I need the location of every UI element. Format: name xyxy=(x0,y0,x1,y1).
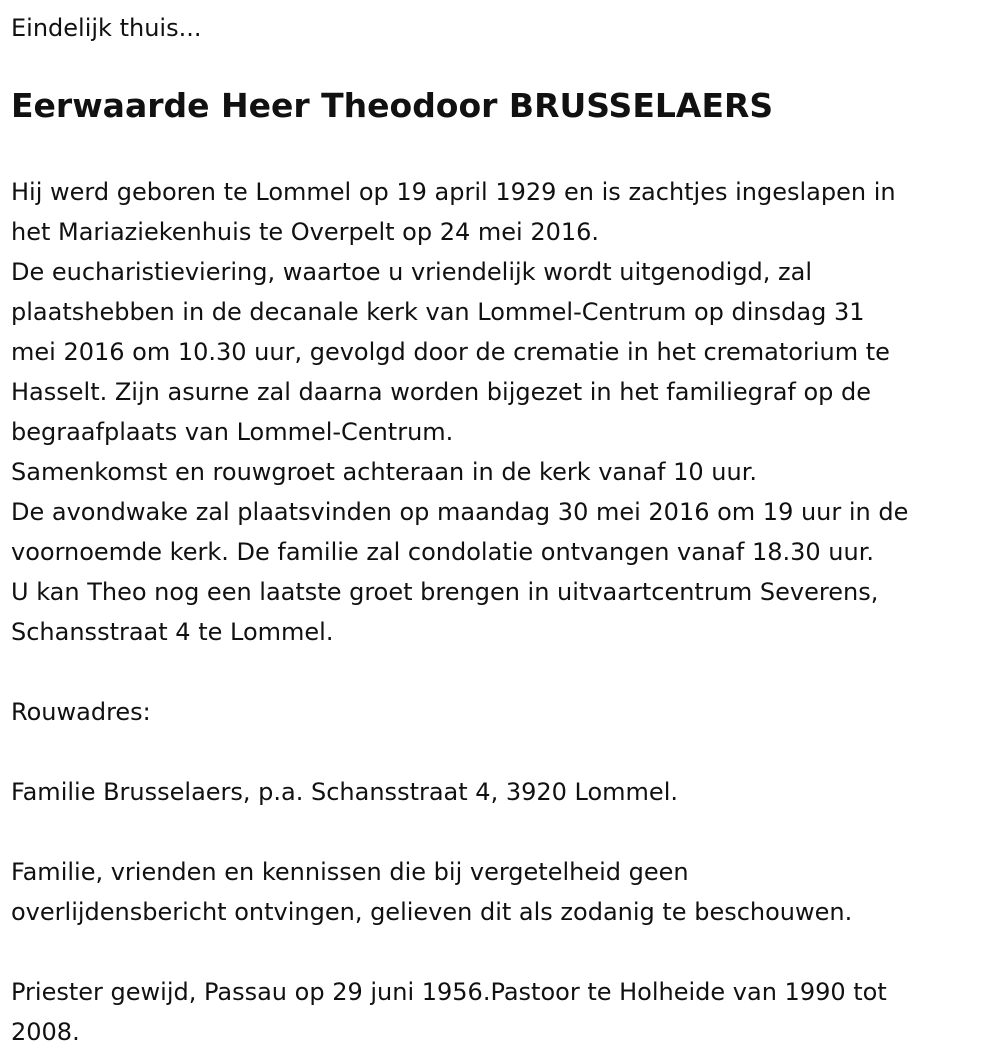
spacer xyxy=(11,812,996,852)
spacer xyxy=(11,732,996,772)
spacer xyxy=(11,932,996,972)
text-line: Hij werd geboren te Lommel op 19 april 1929 en is zachtjes ingeslapen in xyxy=(11,178,896,206)
intro-text: Eindelijk thuis... xyxy=(11,14,202,42)
text-line: Schansstraat 4 te Lommel. xyxy=(11,618,334,646)
text-line: U kan Theo nog een laatste groet brengen in uitvaartcentrum Severens, xyxy=(11,578,879,606)
text-line: plaatshebben in de decanale kerk van Lommel-Centrum op dinsdag 31 xyxy=(11,298,865,326)
text-line: voornoemde kerk. De familie zal condolatie ontvangen vanaf 18.30 uur. xyxy=(11,538,875,566)
text-line: Familie, vrienden en kennissen die bij vergetelheid geen xyxy=(11,858,689,886)
text-line: 2008. xyxy=(11,1018,80,1046)
text-line: De eucharistieviering, waartoe u vriendelijk wordt uitgenodigd, zal xyxy=(11,258,813,286)
page-title: Eerwaarde Heer Theodoor BRUSSELAERS xyxy=(11,86,774,125)
rouwadres-label: Rouwadres: xyxy=(11,698,151,726)
rouwadres-address: Familie Brusselaers, p.a. Schansstraat 4, 3920 Lommel. xyxy=(11,778,678,806)
text-line: Hasselt. Zijn asurne zal daarna worden bijgezet in het familiegraf op de xyxy=(11,378,872,406)
obituary-body xyxy=(11,172,996,1052)
text-line: De avondwake zal plaatsvinden op maandag 30 mei 2016 om 19 uur in de xyxy=(11,498,909,526)
text-line: Samenkomst en rouwgroet achteraan in de kerk vanaf 10 uur. xyxy=(11,458,758,486)
text-line: mei 2016 om 10.30 uur, gevolgd door de crematie in het crematorium te xyxy=(11,338,890,366)
text-line: het Mariaziekenhuis te Overpelt op 24 mei 2016. xyxy=(11,218,600,246)
notice-paragraph xyxy=(11,852,996,932)
text-line: Priester gewijd, Passau op 29 juni 1956.Pastoor te Holheide van 1990 tot xyxy=(11,978,887,1006)
spacer xyxy=(11,652,996,692)
main-paragraph xyxy=(11,172,996,652)
text-line: begraafplaats van Lommel-Centrum. xyxy=(11,418,454,446)
text-line: overlijdensbericht ontvingen, gelieven dit als zodanig te beschouwen. xyxy=(11,898,853,926)
priest-paragraph xyxy=(11,972,996,1052)
